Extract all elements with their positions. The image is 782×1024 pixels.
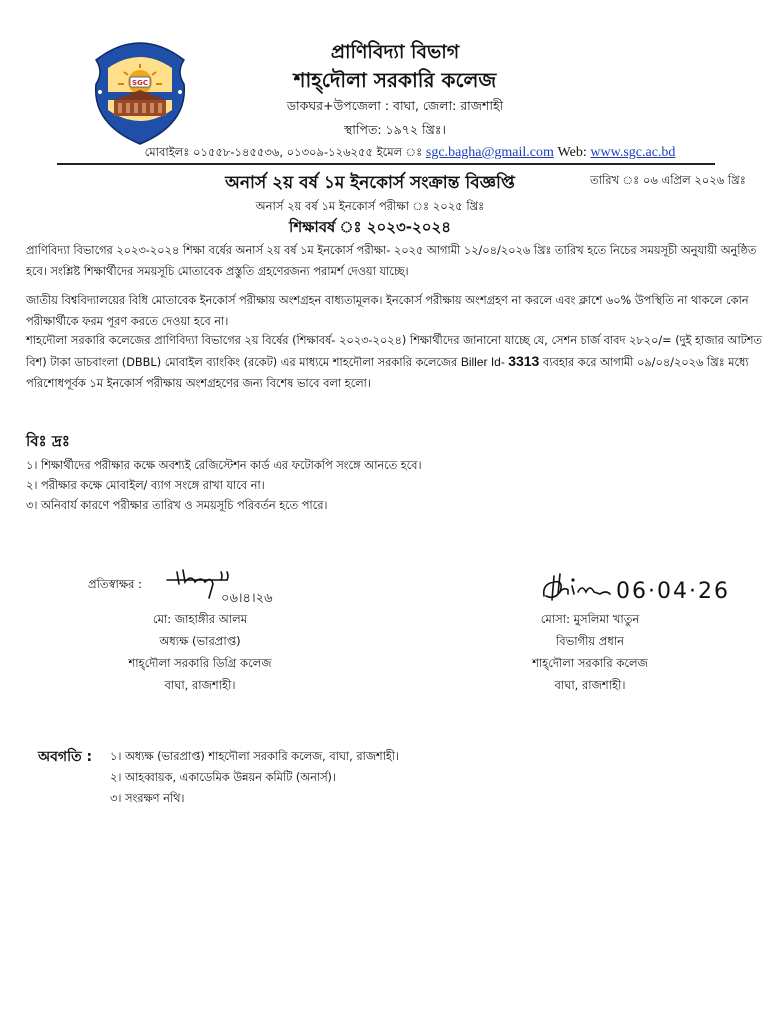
head-institution: শাহ্‌দৌলা সরকারি কলেজ: [532, 656, 648, 670]
paragraph-schedule: প্রাণিবিদ্যা বিভাগের ২০২৩-২০২৪ শিক্ষা বর্ষের অনার্স ২য় বর্ষ ১ম ইনকোর্স পরীক্ষা- ২০২৫ আগামী ১২/০৪/২০২৬ খ্রিঃ তারিখ হতে নিচের সময়সূচী অনুযায়ী অনুষ্ঠিত হবে। সংশ্লিষ্ট শিক্ষার্থীদের সময়সূচি মোতাবেক প্রস্তুতি গ্রহণেরজন্য পরামর্শ দেওয়া যাচ্ছে।: [26, 244, 757, 278]
copy-to-item: ৩। সংরক্ষণ নথি।: [110, 792, 185, 805]
note-item: ২। পরীক্ষার কক্ষে মোবাইল/ ব্যাগ সংঙ্গে রাখা যাবে না।: [26, 479, 265, 492]
payment-text-before: শাহদৌলা সরকারি কলেজের প্রাণিবিদ্যা বিভাগের ২য় বির্ষের (শিক্ষাবর্ষ- ২০২৩-২০২৪) শিক্ষার্থীদের জানানো যাচ্ছে যে, সেশন চার্জ বাবদ ২৮২০/= (দুই হাজার আটশত বিশ) টাকা ডাচবাংলা (DBBL) মোবাইল ব্যাংকিং (রকেট) এর মাধ্যমে শাহদৌলা সরকারি কলেজের: [26, 334, 762, 369]
phone-numbers: মোবাইলঃ ০১৫৫৮-১৪৫৫৩৬, ০১৩০৯-১২৬২৫৫ ইমেল ঃ: [144, 145, 423, 159]
head-signature-block: [470, 608, 710, 696]
copy-to-label: অবগতি :: [38, 749, 93, 765]
payment-text-after: ব্যবহার করে আগামী ০৯/০৪/২০২৬ খ্রিঃ মধ্যে পরিশোধপূর্বক ১ম ইনকোর্স পরীক্ষায় অংশগ্রহণের জন্য বিশেষ ভাবে বলা হলো।: [26, 356, 749, 390]
biller-label: Biller Id-: [460, 355, 509, 369]
principal-sign-date: ০৬।৪।২৬: [221, 591, 273, 606]
website-link[interactable]: www.sgc.ac.bd: [590, 145, 676, 160]
principal-signature-block: [80, 608, 320, 696]
contact-line: [100, 144, 720, 163]
head-name: মোসা: মুসলিমা খাতুন: [540, 612, 640, 626]
notice-subtitle: অনার্স ২য় বর্ষ ১ম ইনকোর্স পরীক্ষা ঃ ২০২৫ খ্রিঃ: [255, 199, 485, 213]
department-name: প্রাণিবিদ্যা বিভাগ: [330, 41, 460, 63]
note-item: ১। শিক্ষার্থীদের পরীক্ষার কক্ষে অবশ্যই রেজিস্টেশন কার্ড এর ফটোকপি সংঙ্গে আনতে হবে।: [26, 459, 422, 472]
notice-title: অনার্স ২য় বর্ষ ১ম ইনকোর্স সংক্রান্ত বিজ্ঞপ্তি: [225, 173, 515, 193]
principal-designation: অধ্যক্ষ (ভারপ্রাপ্ত): [159, 634, 241, 648]
head-signature: [540, 570, 770, 610]
college-name: শাহ্‌দৌলা সরকারি কলেজ: [293, 68, 497, 92]
college-logo: [88, 32, 192, 148]
logo-abbr: SGC: [132, 79, 148, 87]
principal-location: বাঘা, রাজশাহী।: [164, 678, 236, 692]
head-designation: বিভাগীয় প্রধান: [555, 634, 625, 648]
handwritten-signature-icon: [540, 570, 770, 610]
copy-to-list: [110, 746, 399, 809]
paragraph-rules: জাতীয় বিশ্ববিদ্যালয়ের বিধি মোতাবেক ইনকোর্স পরীক্ষায় অংশগ্রহন বাধ্যতামূলক। ইনকোর্স পরীক্ষায় অংশগ্রহণ না করলে এবং ক্লাশে ৬০% উপস্থিতি না থাকলে কোন পরীক্ষার্থীকে ফরম পূরণ করতে দেওয়া হবে না।: [26, 294, 749, 328]
principal-institution: শাহ্‌দৌলা সরকারি ডিগ্রি কলেজ: [128, 656, 272, 670]
college-address: ডাকঘর+উপজেলা : বাঘা, জেলা: রাজশাহী: [286, 98, 504, 113]
header-divider: [57, 163, 715, 165]
notes-title: বিঃ দ্রঃ: [26, 432, 70, 450]
principal-name: মো: জাহাঙ্গীর আলম: [152, 612, 248, 626]
web-label: Web:: [557, 145, 587, 160]
paragraph-payment: [26, 330, 766, 394]
academic-session: শিক্ষাবর্ষ ঃ ২০২৩-২০২৪: [289, 218, 451, 236]
email-link[interactable]: sgc.bagha@gmail.com: [425, 145, 554, 160]
copy-to-item: ২। আহব্বায়ক, একাডেমিক উন্নয়ন কমিটি (অনার্স)।: [110, 771, 336, 784]
head-sign-date: 06·04·26: [616, 579, 730, 604]
head-location: বাঘা, রাজশাহী।: [554, 678, 626, 692]
college-emblem-icon: [88, 32, 192, 148]
notice-date: তারিখ ঃ ০৬ এপ্রিল ২০২৬ খ্রিঃ: [590, 173, 746, 187]
biller-id: 3313: [508, 353, 540, 369]
note-item: ৩। অনিবার্য কারণে পরীক্ষার তারিখ ও সময়সূচি পরিবর্তন হতে পারে।: [26, 499, 328, 512]
notes-list: [26, 456, 766, 516]
established-year: স্থাপিত: ১৯৭২ খ্রিঃ।: [344, 122, 446, 137]
countersign-label: প্রতিস্বাক্ষর :: [88, 577, 143, 591]
copy-to-item: ১। অধ্যক্ষ (ভারপ্রাপ্ত) শাহদৌলা সরকারি কলেজ, বাঘা, রাজশাহী।: [110, 750, 400, 763]
